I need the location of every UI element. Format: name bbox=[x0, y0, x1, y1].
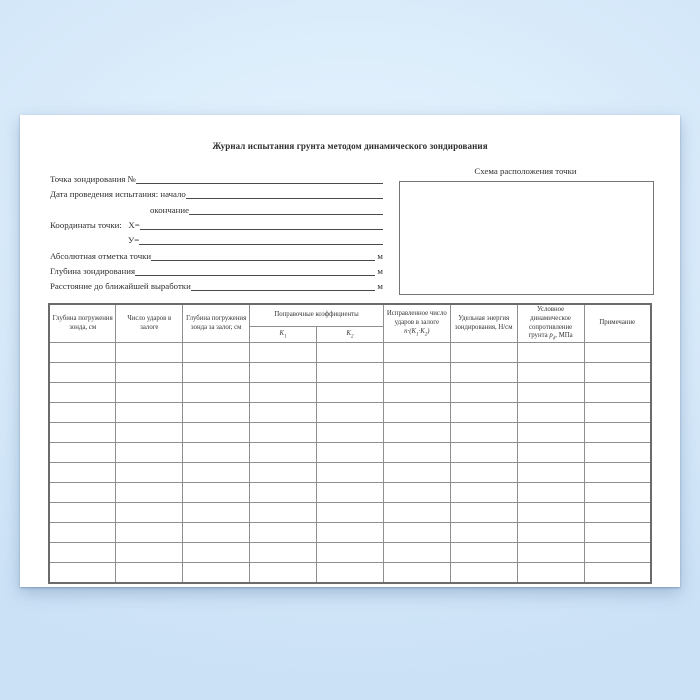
table-row bbox=[49, 403, 651, 423]
col-header-depth-per-set: Глубина погружения зонда за залог, см bbox=[183, 304, 250, 343]
field-unit: м bbox=[377, 251, 383, 261]
table-wrap bbox=[48, 303, 652, 584]
table-cell bbox=[317, 363, 384, 383]
table-cell bbox=[250, 463, 317, 483]
col-header-dynamic-resistance: Условное динамическое сопротивление грунта $p_д$, МПа bbox=[517, 304, 584, 343]
table-cell bbox=[116, 343, 183, 363]
field-blank-line bbox=[135, 275, 375, 276]
table-cell bbox=[183, 343, 250, 363]
table-cell bbox=[116, 503, 183, 523]
table-cell bbox=[517, 463, 584, 483]
table-cell bbox=[183, 563, 250, 584]
table-row bbox=[49, 463, 651, 483]
table-cell bbox=[383, 443, 450, 463]
table-cell bbox=[116, 463, 183, 483]
table-row bbox=[49, 443, 651, 463]
table-cell bbox=[383, 543, 450, 563]
table-cell bbox=[517, 483, 584, 503]
table-cell bbox=[584, 523, 651, 543]
table-cell bbox=[383, 563, 450, 584]
table-cell bbox=[183, 543, 250, 563]
table-cell bbox=[116, 543, 183, 563]
table-cell bbox=[450, 523, 517, 543]
field-blank-line bbox=[136, 183, 383, 184]
table-row bbox=[49, 483, 651, 503]
field-blank-line bbox=[189, 214, 383, 215]
table-cell bbox=[584, 403, 651, 423]
field-absolute-elevation bbox=[50, 249, 383, 262]
table-row bbox=[49, 503, 651, 523]
table-cell bbox=[450, 363, 517, 383]
table-cell bbox=[317, 383, 384, 403]
table-cell bbox=[116, 403, 183, 423]
table-cell bbox=[317, 503, 384, 523]
table-body bbox=[49, 343, 651, 584]
table-cell bbox=[517, 523, 584, 543]
table-cell bbox=[183, 443, 250, 463]
table-cell bbox=[584, 363, 651, 383]
table-cell bbox=[517, 343, 584, 363]
table-cell bbox=[584, 463, 651, 483]
table-cell bbox=[250, 443, 317, 463]
table-cell bbox=[49, 483, 116, 503]
table-cell bbox=[450, 343, 517, 363]
table-cell bbox=[49, 503, 116, 523]
table-cell bbox=[517, 543, 584, 563]
table-cell bbox=[317, 543, 384, 563]
table-cell bbox=[49, 543, 116, 563]
table-cell bbox=[116, 443, 183, 463]
table-row bbox=[49, 523, 651, 543]
table-cell bbox=[383, 343, 450, 363]
table-cell bbox=[450, 503, 517, 523]
table-cell bbox=[49, 403, 116, 423]
table-cell bbox=[317, 443, 384, 463]
table-cell bbox=[183, 483, 250, 503]
table-cell bbox=[450, 423, 517, 443]
table-cell bbox=[383, 523, 450, 543]
table-cell bbox=[317, 483, 384, 503]
field-blank-line bbox=[140, 229, 383, 230]
col-header-corrected-blow-count bbox=[383, 304, 450, 343]
sounding-table bbox=[48, 303, 652, 584]
table-row bbox=[49, 343, 651, 363]
table-cell bbox=[383, 463, 450, 483]
table-cell bbox=[49, 383, 116, 403]
table-cell bbox=[383, 363, 450, 383]
table-cell bbox=[49, 523, 116, 543]
field-label: Координаты точки: Х= bbox=[50, 220, 140, 230]
table-cell bbox=[317, 343, 384, 363]
field-blank-line bbox=[151, 260, 375, 261]
field-sounding-depth bbox=[50, 264, 383, 277]
col-header-depth: Глубина погружения зонда, см bbox=[49, 304, 116, 343]
table-cell bbox=[517, 383, 584, 403]
field-label: Дата проведения испытания: начало bbox=[50, 189, 186, 199]
field-label: Расстояние до ближайшей выработки bbox=[50, 281, 191, 291]
table-cell bbox=[383, 383, 450, 403]
table-cell bbox=[317, 403, 384, 423]
field-test-date-start bbox=[50, 187, 383, 200]
table-cell bbox=[49, 463, 116, 483]
field-label: Глубина зондирования bbox=[50, 266, 136, 276]
table-cell bbox=[116, 383, 183, 403]
table-cell bbox=[116, 523, 183, 543]
table-cell bbox=[183, 463, 250, 483]
field-unit: м bbox=[377, 281, 383, 291]
table-cell bbox=[517, 363, 584, 383]
corrected-label: Исправленное число ударов в залоге bbox=[386, 310, 447, 327]
schema-title: Схема расположения точки bbox=[474, 166, 577, 176]
field-blank-line bbox=[186, 198, 383, 199]
col-header-blow-count: Число ударов в залоге bbox=[116, 304, 183, 343]
table-cell bbox=[49, 563, 116, 584]
table-cell bbox=[250, 523, 317, 543]
table-cell bbox=[250, 543, 317, 563]
table-cell bbox=[183, 503, 250, 523]
table-cell bbox=[250, 423, 317, 443]
table-cell bbox=[183, 423, 250, 443]
table-cell bbox=[183, 523, 250, 543]
table-cell bbox=[383, 423, 450, 443]
table-cell bbox=[450, 403, 517, 423]
table-cell bbox=[383, 403, 450, 423]
table-cell bbox=[450, 383, 517, 403]
table-cell bbox=[450, 443, 517, 463]
table-cell bbox=[250, 483, 317, 503]
table-cell bbox=[317, 463, 384, 483]
table-cell bbox=[116, 483, 183, 503]
table-row bbox=[49, 363, 651, 383]
field-coordinates-x bbox=[50, 218, 383, 231]
table-cell bbox=[183, 363, 250, 383]
table-cell bbox=[584, 503, 651, 523]
table-cell bbox=[116, 363, 183, 383]
table-cell bbox=[317, 523, 384, 543]
resistance-symbol: $p_д$ bbox=[549, 332, 556, 342]
col-header-note: Примечание bbox=[584, 304, 651, 343]
table-cell bbox=[250, 503, 317, 523]
table-cell bbox=[49, 443, 116, 463]
table-row bbox=[49, 543, 651, 563]
table-cell bbox=[183, 383, 250, 403]
page-title: Журнал испытания грунта методом динамического зондирования bbox=[212, 141, 488, 151]
field-test-date-end bbox=[150, 203, 383, 216]
col-header-correction-coefficients: Поправочные коэффициенты bbox=[250, 304, 384, 326]
table-cell bbox=[450, 543, 517, 563]
table-cell bbox=[250, 343, 317, 363]
form-sheet bbox=[20, 115, 680, 587]
table-cell bbox=[517, 423, 584, 443]
col-header-k1: $К_1$ bbox=[250, 326, 317, 343]
field-blank-line bbox=[139, 244, 383, 245]
table-cell bbox=[49, 423, 116, 443]
table-cell bbox=[450, 463, 517, 483]
field-unit: м bbox=[377, 266, 383, 276]
table-cell bbox=[584, 543, 651, 563]
field-label: Точка зондирования № bbox=[50, 174, 137, 184]
table-cell bbox=[250, 403, 317, 423]
table-cell bbox=[317, 563, 384, 584]
table-cell bbox=[250, 383, 317, 403]
field-coordinates-y bbox=[128, 233, 383, 246]
table-cell bbox=[517, 403, 584, 423]
table-cell bbox=[49, 343, 116, 363]
table-cell bbox=[183, 403, 250, 423]
corrected-formula: $n\cdot(К_1\cdot К_2)$ bbox=[404, 328, 430, 338]
col-header-specific-energy: Удельная энергия зондирования, Н/см bbox=[450, 304, 517, 343]
table-cell bbox=[584, 563, 651, 584]
field-distance-to-working bbox=[50, 279, 383, 292]
table-header bbox=[49, 304, 651, 343]
table-cell bbox=[116, 563, 183, 584]
field-blank-line bbox=[191, 290, 376, 291]
table-cell bbox=[584, 383, 651, 403]
table-cell bbox=[584, 443, 651, 463]
table-cell bbox=[517, 443, 584, 463]
table-cell bbox=[450, 563, 517, 584]
table-cell bbox=[250, 363, 317, 383]
table-cell bbox=[383, 503, 450, 523]
table-row bbox=[49, 423, 651, 443]
table-cell bbox=[584, 343, 651, 363]
field-label: У= bbox=[128, 235, 140, 245]
col-header-k2: $К_2$ bbox=[317, 326, 384, 343]
table-cell bbox=[383, 483, 450, 503]
table-row bbox=[49, 383, 651, 403]
table-cell bbox=[317, 423, 384, 443]
table-row bbox=[49, 563, 651, 584]
table-cell bbox=[450, 483, 517, 503]
table-cell bbox=[517, 563, 584, 584]
table-cell bbox=[49, 363, 116, 383]
table-cell bbox=[584, 423, 651, 443]
field-label: окончание bbox=[150, 205, 189, 215]
field-label: Абсолютная отметка точки bbox=[50, 251, 152, 261]
field-sounding-point-number bbox=[50, 172, 383, 185]
table-cell bbox=[517, 503, 584, 523]
table-cell bbox=[116, 423, 183, 443]
schema-box bbox=[399, 181, 654, 295]
table-cell bbox=[250, 563, 317, 584]
table-cell bbox=[584, 483, 651, 503]
